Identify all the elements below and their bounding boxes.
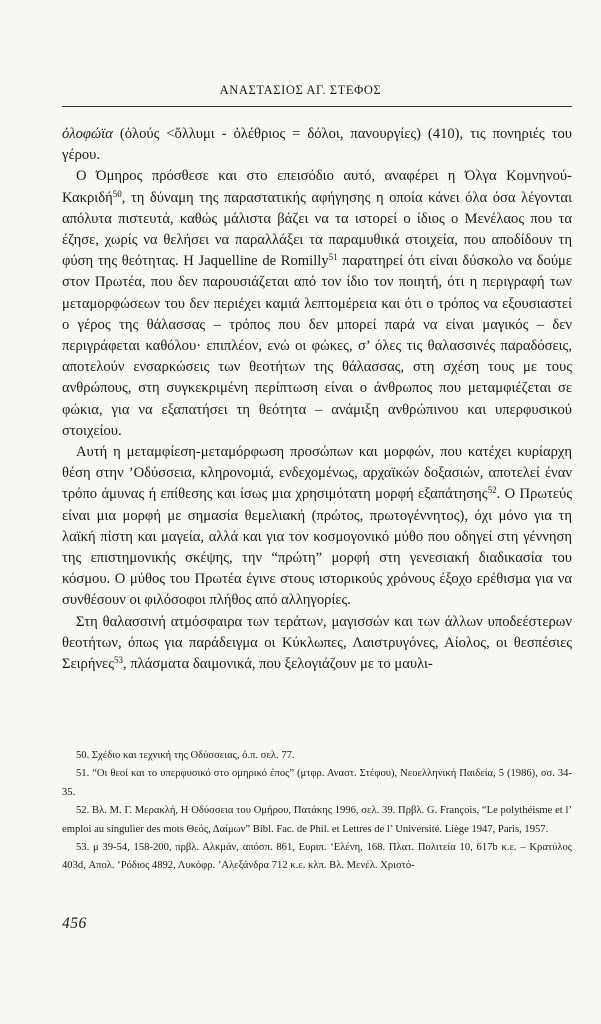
paragraph-3 bbox=[62, 442, 572, 612]
paragraph-2-text-a: Ο Όμηρος πρόσθεσε και στο επεισόδιο αυτό, αναφέρει η Όλγα Κομνηνού-Κακριδή bbox=[62, 168, 572, 206]
paragraph-4-text-a: Στη θαλασσινή ατμόσφαιρα των τεράτων, μαγισσών και των άλλων υποδεέστερων θεοτήτων, όπως για παράδειγμα οι Κύκλωπες, Λαιστρυγόνες, Αίολος, οι θεσπέσιες Σειρήνες bbox=[62, 613, 572, 673]
paragraph-4 bbox=[62, 612, 572, 676]
footnote-ref-50[interactable]: 50 bbox=[112, 188, 122, 199]
paragraph-2-text-c: παρατηρεί ότι είναι δύσκολο να δούμε στον Πρωτέα, που δεν παρουσιάζεται από τον ίδιο τον ποιητή, ότι η περιγραφή των μεταμορφώσεων του δεν περιέχει καμιά λεπτομέρεια και ότι ο τρόπος να εξουσιαστεί ο γέρος της θάλασσας – τρόπος που δεν μπορεί παρά να είναι μαγικός – δεν περιγράφεται καθόλου· επιπλέον, ενώ οι φώκες, σ’ όλες τις θαλασσινές παραδόσεις, αποτελούν ενσαρκώσεις των θεοτήτων της θάλασσας, στη σχέση τους με τους ανθρώπους, στη συγκεκριμένη περίπτωση είναι ο άνθρωπος που μεταμφιέζεται σε φώκια, για να εξαπατήσει τη θεότητα – ανάμιξη ανθρώπινου και υπερφυσικού στοιχείου. bbox=[62, 253, 572, 439]
running-head: ΑΝΑΣΤΑΣΙΟΣ ΑΓ. ΣΤΕΦΟΣ bbox=[219, 83, 382, 97]
page-number: 456 bbox=[62, 915, 87, 932]
paragraph-1-text: (ὀλούς <ὄλλυμι - ὀλέθριος = δόλοι, πανουργίες) (410), τις πονηριές του γέρου. bbox=[62, 126, 572, 164]
footnote-50: 50. Σχέδιο και τεχνική της Οδύσσειας, ό.π. σελ. 77. bbox=[76, 750, 295, 761]
footnote-53: 53. μ 39-54, 158-200, πρβλ. Αλκμάν, απόσπ. 861, Ευριπ. ‘Ελένη, 168. Πλατ. Πολιτεία 10, 617b κ.ε. – Κρατύλος 403d, Απολ. ‘Ρόδιος 4892, Λυκόφρ. ’Αλεξάνδρα 712 κ.ε. κλπ. Βλ. Μενέλ. Χριστό- bbox=[62, 842, 572, 872]
footnote-51: 51. “Οι θεοί και το υπερφυσικό στο ομηρικό έπος” (μτφρ. Αναστ. Στέφου), Νεοελληνική Παιδεία, 5 (1986), σσ. 34-35. bbox=[62, 768, 572, 798]
paragraph-3-text-b: . Ο Πρωτεύς είναι μια μορφή με σημασία θεμελιακή (πρώτος, πρωτογέννητος), όχι μόνο για τη λαϊκή πίστη και μαγεία, αλλά και για τον κοσμογονικό μύθο που οδηγεί στη γέννηση της επιστημονικής σκέψης, την “πρώτη” μορφή στη γενεσιακή διαδικασία του κόσμου. Ο μύθος του Πρωτέα έγινε στους ιστορικούς χρόνους έξοχο ερέθισμα για να συνθέσουν οι φιλόσοφοι πλήθος από αλληγορίες. bbox=[62, 486, 572, 609]
paragraph-1 bbox=[62, 124, 572, 166]
footnote-ref-53[interactable]: 53 bbox=[113, 655, 123, 666]
paragraph-4-text-b: , πλάσματα δαιμονικά, που ξελογιάζουν με το μαυλι- bbox=[122, 656, 433, 673]
footnote-52: 52. Βλ. Μ. Γ. Μερακλή, Η Οδύσσεια του Ομήρου, Πατάκης 1996, σελ. 39. Πρβλ. G. François, “Le polythéisme et l’ emploi au singulier des mots Θεός, Δαίμων” Bibl. Fac. de Phil. et Lettres de l’ Université. Liège 1947, Paris, 1957. bbox=[62, 805, 572, 835]
header-rule bbox=[62, 106, 572, 107]
paragraph-3-text-a: Αυτή η μεταμφίεση-μεταμόρφωση προσώπων και μορφών, που κατέχει κυρίαρχη θέση στην ’Οδύσσεια, κληρονομιά, ενδεχομένως, αρχαϊκών δοξασιών, αποτελεί έναν τρόπο άμυνας ή επίθεσης και ίσως μια χρησιμότατη μορφή εξαπάτησης bbox=[62, 444, 572, 503]
footnote-ref-51[interactable]: 51 bbox=[328, 252, 338, 263]
footnotes bbox=[62, 747, 572, 876]
paragraph-2-text-b: , τη δύναμη της παραστατικής αφήγησης η οποία κάνει όλα όσα λέγονται απόλυτα πιστευτά, καθώς μάλιστα βάζει να τα ιστορεί ο ίδιος ο Μενέλαος που τα έζησε, χωρίς να θελήσει να παραλλάξει τα παραμυθικά στοιχεία, που αποδίδουν τη φύση της θεότητας. Η Jaquelline de Romilly bbox=[62, 189, 572, 270]
paragraph-2 bbox=[62, 166, 572, 442]
italic-term: ὀλοφώϊα bbox=[62, 126, 113, 142]
main-text bbox=[62, 124, 572, 675]
footnote-ref-52[interactable]: 52 bbox=[487, 485, 497, 496]
